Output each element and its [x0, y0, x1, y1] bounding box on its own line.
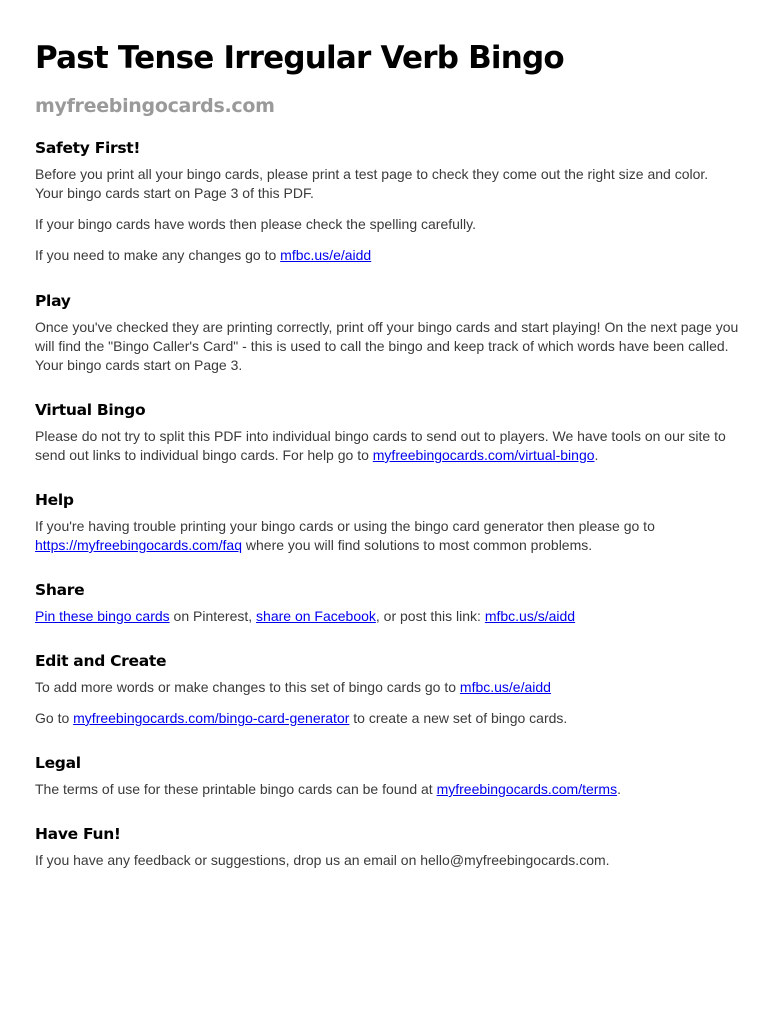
facebook-link[interactable]: share on Facebook: [256, 608, 376, 624]
paragraph-text: on Pinterest,: [169, 608, 257, 624]
edit-link[interactable]: mfbc.us/e/aidd: [459, 679, 551, 695]
section-legal: [35, 753, 740, 799]
safety-paragraph-3: [35, 246, 740, 265]
generator-link[interactable]: myfreebingocards.com/bingo-card-generator: [73, 710, 350, 726]
section-heading: Virtual Bingo: [35, 401, 146, 419]
terms-link[interactable]: myfreebingocards.com/terms: [436, 781, 618, 797]
virtual-paragraph: [35, 427, 740, 465]
faq-link[interactable]: https://myfreebingocards.com/faq: [35, 537, 242, 553]
page-title: Past Tense Irregular Verb Bingo: [35, 40, 564, 76]
site-name: myfreebingocards.com: [35, 95, 275, 117]
share-link[interactable]: mfbc.us/s/aidd: [484, 608, 576, 624]
section-have-fun: [35, 824, 740, 870]
section-help: [35, 490, 740, 555]
edit-paragraph-1: [35, 678, 740, 697]
section-heading: Edit and Create: [35, 652, 167, 670]
section-heading: Safety First!: [35, 139, 141, 157]
paragraph-text: The terms of use for these printable bingo cards can be found at: [35, 781, 437, 797]
paragraph-text: to create a new set of bingo cards.: [349, 710, 568, 726]
paragraph-text: If you're having trouble printing your bingo cards or using the bingo card generator then please go to: [35, 518, 655, 534]
section-heading: Help: [35, 491, 74, 509]
paragraph-text: To add more words or make changes to this set of bingo cards go to: [35, 679, 460, 695]
paragraph-text: If you need to make any changes go to: [35, 247, 281, 263]
section-heading: Legal: [35, 754, 81, 772]
share-paragraph: [35, 607, 740, 626]
edit-paragraph-2: [35, 709, 740, 728]
paragraph-text: .: [594, 447, 599, 463]
section-heading: Share: [35, 581, 85, 599]
section-play: [35, 291, 740, 375]
legal-paragraph: [35, 780, 740, 799]
section-heading: Have Fun!: [35, 825, 121, 843]
paragraph-text: , or post this link:: [375, 608, 485, 624]
safety-paragraph-2: If your bingo cards have words then please check the spelling carefully.: [35, 216, 476, 232]
pinterest-link[interactable]: Pin these bingo cards: [35, 608, 170, 624]
paragraph-text: Go to: [35, 710, 74, 726]
virtual-bingo-link[interactable]: myfreebingocards.com/virtual-bingo: [372, 447, 595, 463]
paragraph-text: Please do not try to split this PDF into individual bingo cards to send out to players. We have tools on our site to send out links to individual bingo cards. For help go to: [35, 428, 726, 463]
section-edit-and-create: [35, 651, 740, 728]
edit-link[interactable]: mfbc.us/e/aidd: [280, 247, 372, 263]
safety-paragraph-1: Before you print all your bingo cards, please print a test page to check they come out the right size and color. Your bingo cards start on Page 3 of this PDF.: [35, 166, 709, 201]
section-safety-first: [35, 138, 740, 265]
section-share: [35, 580, 740, 626]
section-heading: Play: [35, 292, 71, 310]
paragraph-text: where you will find solutions to most common problems.: [242, 537, 593, 553]
help-paragraph: [35, 517, 740, 555]
section-virtual-bingo: [35, 400, 740, 465]
fun-paragraph: If you have any feedback or suggestions, drop us an email on hello@myfreebingocards.com.: [35, 852, 610, 868]
play-paragraph: Once you've checked they are printing correctly, print off your bingo cards and start playing! On the next page you will find the "Bingo Caller's Card" - this is used to call the bingo and keep track of which words have been called. Your bingo cards start on Page 3.: [35, 319, 739, 373]
paragraph-text: .: [617, 781, 621, 797]
